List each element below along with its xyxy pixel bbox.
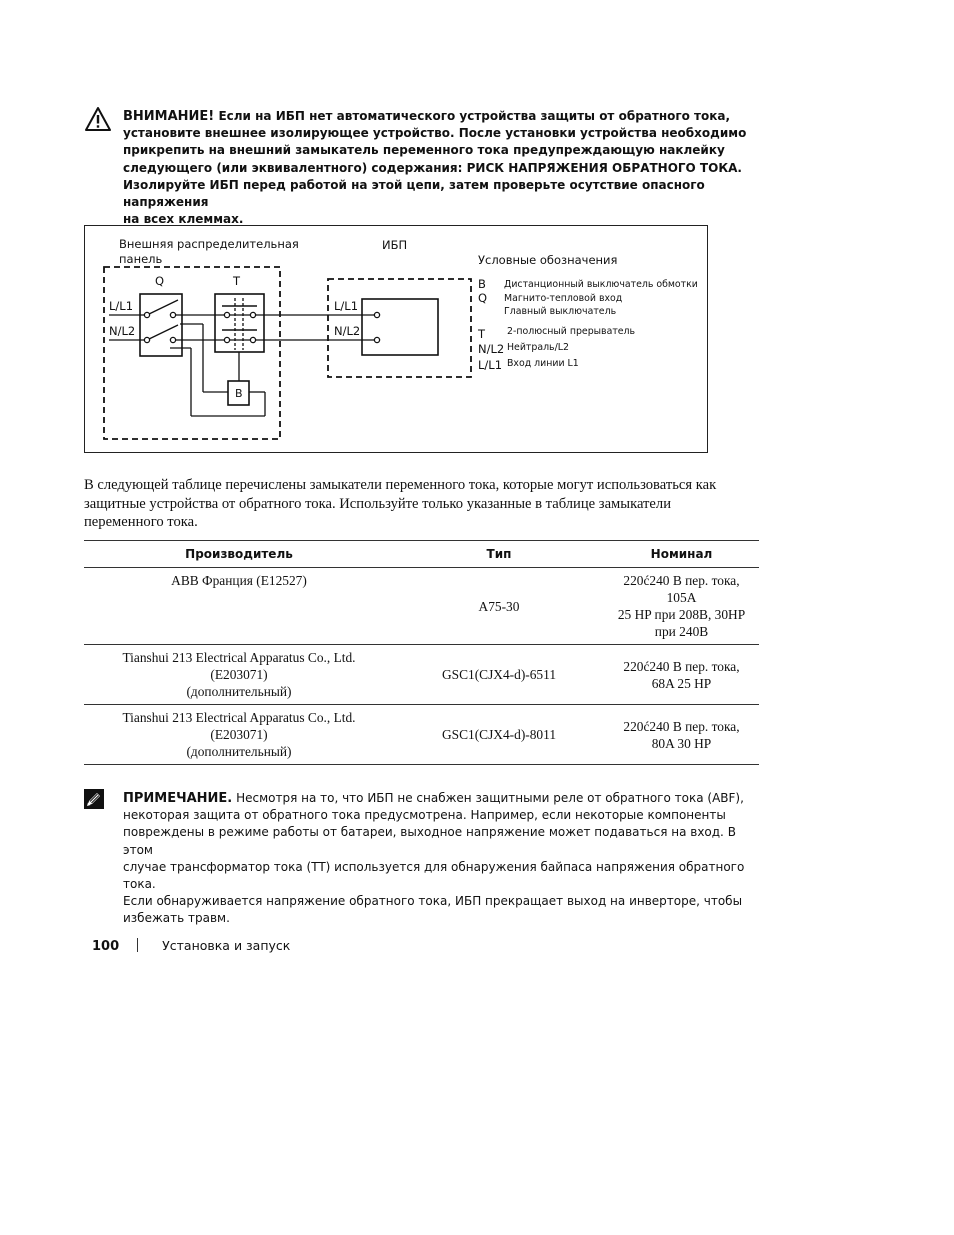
ups-box — [362, 299, 438, 355]
cell-line: 220ć240 В пер. тока, — [623, 658, 740, 674]
legend-title: Условные обозначения — [478, 253, 618, 267]
n2-label: N/L2 — [109, 324, 136, 338]
note-pencil-icon — [84, 789, 104, 809]
cell-type: GSC1(CJX4-d)-8011 — [394, 705, 604, 765]
cell-manufacturer — [84, 568, 394, 645]
cell-line: Tianshui 213 Electrical Apparatus Co., Ltd. — [122, 650, 356, 665]
cell-line: 220ć240 В пер. тока, — [623, 718, 740, 734]
table-header-row — [84, 541, 759, 568]
ups-l1-label: L/L1 — [334, 299, 359, 313]
legend-text: Главный выключатель — [504, 306, 617, 317]
legend-text: 2-полюсный прерыватель — [507, 326, 636, 337]
ups-n2-label: N/L2 — [334, 324, 361, 338]
t-label: T — [233, 274, 241, 288]
warning-line: Изолируйте ИБП перед работой на этой цепи, затем проверьте осутствие опасного напряжения — [123, 177, 705, 210]
warning-line: Если на ИБП нет автоматического устройства защиты от обратного тока, — [218, 109, 731, 123]
cell-line: 105A — [666, 590, 697, 605]
contactor-table — [84, 540, 759, 765]
warning-line: прикрепить на внешний замыкатель переменного тока предупреждающую наклейку — [123, 143, 725, 158]
cell-manufacturer — [84, 705, 394, 765]
cell-line: (дополнительный) — [186, 684, 292, 699]
legend — [477, 277, 698, 372]
cell-line: 68A 25 HP — [651, 675, 712, 691]
header-manufacturer: Производитель — [84, 541, 394, 568]
table-row — [84, 705, 759, 765]
table-row — [84, 645, 759, 705]
note-line: повреждены в режиме работы от батареи, выходное напряжение может подаваться на вход. В этом — [123, 825, 736, 857]
cell-line: (E203071) — [210, 727, 268, 742]
cell-line: (дополнительный) — [186, 744, 292, 759]
header-type: Тип — [394, 541, 604, 568]
cell-manufacturer — [84, 645, 394, 705]
note-line: Если обнаруживается напряжение обратного тока, ИБП прекращает выход на инверторе, чтобы — [123, 894, 743, 909]
note-line: избежать травм. — [123, 911, 230, 926]
page-footer — [92, 938, 290, 954]
note-block — [123, 790, 763, 928]
cell-line: (E203071) — [210, 667, 268, 682]
l1-label: L/L1 — [109, 299, 134, 313]
intro-line: переменного тока. — [84, 514, 198, 530]
cell-line: Tianshui 213 Electrical Apparatus Co., Ltd. — [122, 710, 356, 725]
note-line: Несмотря на то, что ИБП не снабжен защитными реле от обратного тока (ABF), — [232, 791, 744, 805]
cell-rating — [604, 705, 759, 765]
legend-text: Магнито-тепловой вход — [504, 293, 623, 304]
ups-label: ИБП — [382, 238, 408, 252]
legend-text: Дистанционный выключатель обмотки — [504, 279, 698, 290]
external-panel-boundary — [104, 267, 280, 439]
warning-lead: ВНИМАНИЕ! — [123, 109, 215, 124]
legend-key: L/L1 — [478, 358, 503, 372]
warning-icon — [84, 106, 112, 132]
legend-text: Нейтраль/L2 — [507, 342, 569, 353]
wiring-diagram — [84, 225, 708, 453]
note-lead: ПРИМЕЧАНИЕ. — [123, 791, 233, 806]
cell-line: 220ć240 В пер. тока, — [623, 573, 740, 588]
cell-line: ABB Франция (E12527) — [171, 573, 307, 588]
cell-type: GSC1(CJX4-d)-6511 — [394, 645, 604, 705]
b-label: B — [235, 387, 243, 400]
cell-type: A75-30 — [394, 568, 604, 645]
legend-key: B — [478, 277, 486, 291]
header-rating: Номинал — [604, 541, 759, 568]
intro-line: В следующей таблице перечислены замыкатели переменного тока, которые могут использоваться как — [84, 477, 717, 493]
cell-line: 25 HP при 208B, 30HP — [617, 607, 746, 622]
q-breaker — [140, 294, 182, 356]
legend-text: Вход линии L1 — [507, 358, 579, 369]
panel-label: панель — [119, 252, 163, 266]
cell-line: при 240B — [654, 624, 709, 639]
page-number: 100 — [92, 939, 120, 954]
warning-block — [123, 108, 773, 228]
note-line: некоторая защита от обратного тока предусмотрена. Например, если некоторые компоненты — [123, 808, 726, 823]
footer-section-title: Установка и запуск — [162, 938, 291, 953]
warning-line: следующего (или эквивалентного) содержания: РИСК НАПРЯЖЕНИЯ ОБРАТНОГО ТОКА. — [123, 160, 742, 175]
q-label: Q — [155, 274, 165, 288]
legend-key: T — [478, 327, 486, 341]
legend-key: Q — [478, 291, 488, 305]
cell-rating — [604, 645, 759, 705]
note-line: случае трансформатор тока (TT) используется для обнаружения байпаса напряжения обратного тока. — [123, 859, 745, 892]
panel-label: Внешняя распределительная — [119, 237, 299, 251]
cell-line: 80A 30 HP — [651, 735, 712, 751]
legend-key: N/L2 — [478, 342, 505, 356]
cell-rating — [604, 568, 759, 645]
intro-line: защитные устройства от обратного тока. Используйте только указанные в таблице замыкатели — [84, 495, 672, 512]
table-row — [84, 568, 759, 645]
t-contactor — [215, 294, 264, 352]
warning-line: на всех клеммах. — [123, 212, 244, 227]
warning-line: установите внешнее изолирующее устройство. После установки устройства необходимо — [123, 126, 747, 141]
footer-divider — [137, 938, 138, 952]
intro-paragraph — [84, 476, 764, 532]
